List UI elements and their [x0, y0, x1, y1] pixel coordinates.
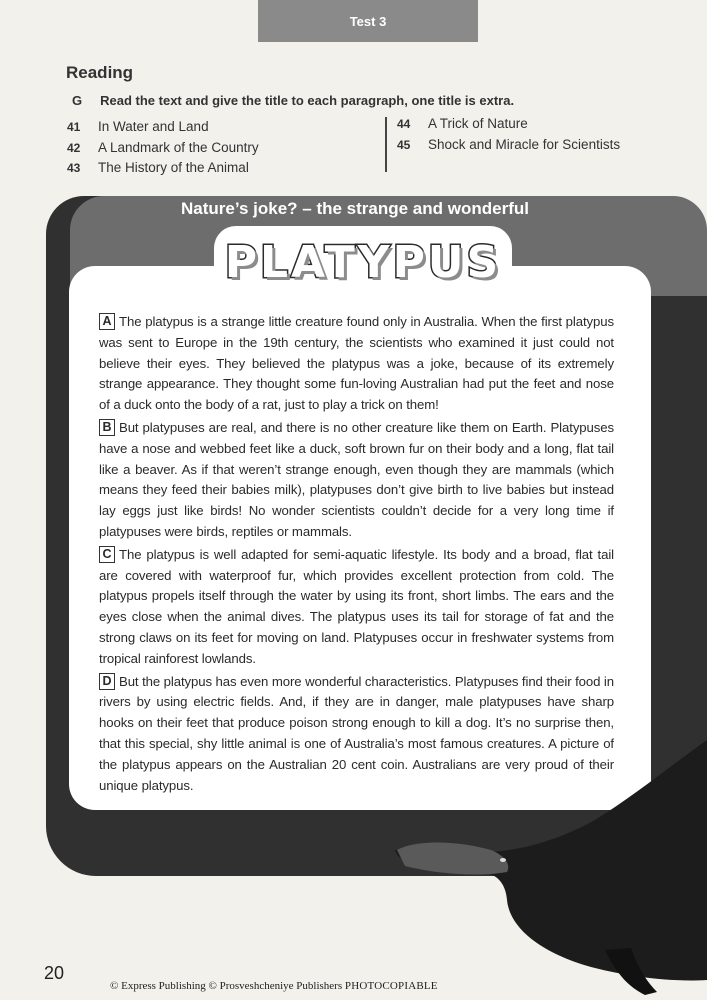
paragraph-text: The platypus is well adapted for semi-aquatic lifestyle. Its body and a broad, flat tail are covered with waterproof fur, which provides excellent protection from cold. The platypus propels itself through the water by using its front, short limbs. The ears and the eyes close when the animal dives. The platypus uses its tail for storage of fat and the strong claws on its feet for moving on land. Platypuses occur in freshwater systems from tropical rainforest lowlands. — [99, 546, 614, 666]
paragraph-letter-box: D — [99, 673, 115, 690]
paragraph-a — [99, 312, 614, 416]
task-letter: G — [72, 93, 83, 108]
photocopiable-label: PHOTOCOPIABLE — [344, 980, 438, 992]
option-text: A Trick of Nature — [428, 116, 528, 131]
test-tab — [258, 0, 478, 42]
option-text: In Water and Land — [98, 119, 209, 134]
title-option — [397, 114, 620, 135]
platypus-logo — [214, 226, 512, 298]
option-number: 45 — [397, 137, 411, 152]
paragraph-letter-box: A — [99, 313, 115, 330]
title-option — [67, 158, 259, 179]
title-option — [67, 138, 259, 159]
option-number: 41 — [67, 120, 81, 134]
section-title: Reading — [66, 63, 134, 82]
option-text: A Landmark of the Country — [98, 139, 259, 155]
title-option — [67, 117, 259, 138]
task-instruction — [72, 93, 514, 108]
paragraph-letter-box: C — [99, 546, 115, 563]
paragraph-b — [99, 418, 614, 543]
platypus-illustration-icon — [395, 700, 707, 1000]
titles-list-right — [397, 114, 620, 155]
option-number: 42 — [67, 140, 81, 155]
footer — [110, 980, 438, 992]
article-subtitle: Nature’s joke? – the strange and wonderful — [181, 199, 529, 218]
titles-list-left — [67, 117, 259, 179]
paragraph-text: But the platypus has even more wonderful characteristics. Platypuses find their food in rivers by using electric fields. And, if they are in danger, male platypuses have sharp hooks on their feet that produce poison strong enough to kill a dog. It’s no surprise then, that this special, shy little animal is one of Australia’s most famous creatures. A picture of the platypus appears on the Australian 20 cent coin. Australians are very proud of their unique platypus. — [99, 673, 614, 793]
option-text: Shock and Miracle for Scientists — [428, 136, 621, 152]
test-label: Test 3 — [349, 13, 387, 29]
paragraph-text: The platypus is a strange little creature found only in Australia. When the first platypus was sent to Europe in the 19th century, the scientists who examined it just could not believe their eyes. They believed the platypus was a joke, because of its extremely strange appearance. They thought some fun-loving Australian had put the feet and nose of a duck onto the body of a rat, just to play a trick on them! — [99, 314, 614, 413]
option-number: 44 — [397, 117, 411, 131]
paragraph-letter-box: B — [99, 419, 115, 436]
paragraph-text: But platypuses are real, and there is no other creature like them on Earth. Platypuses have a nose and webbed feet like a duck, soft brown fur on their body and a long, flat tail like a beaver. As if that weren’t strange enough, even though they are mammals (which means they feed their babies milk), platypuses don’t give birth to live babies but instead lay eggs just like birds! No wonder scientists couldn’t decide for a very long time if platypuses were birds, reptiles or mammals. — [99, 419, 614, 539]
logo-text: PLATYPUS — [224, 236, 502, 288]
option-number: 43 — [67, 161, 81, 175]
option-text: The History of the Animal — [98, 160, 249, 175]
page-number: 20 — [44, 963, 65, 983]
title-option — [397, 135, 620, 156]
task-text: Read the text and give the title to each paragraph, one title is extra. — [100, 93, 515, 108]
copyright-text: © Express Publishing © Prosveshcheniye Publishers — [110, 980, 343, 992]
paragraph-c — [99, 545, 614, 670]
column-divider — [385, 117, 387, 172]
